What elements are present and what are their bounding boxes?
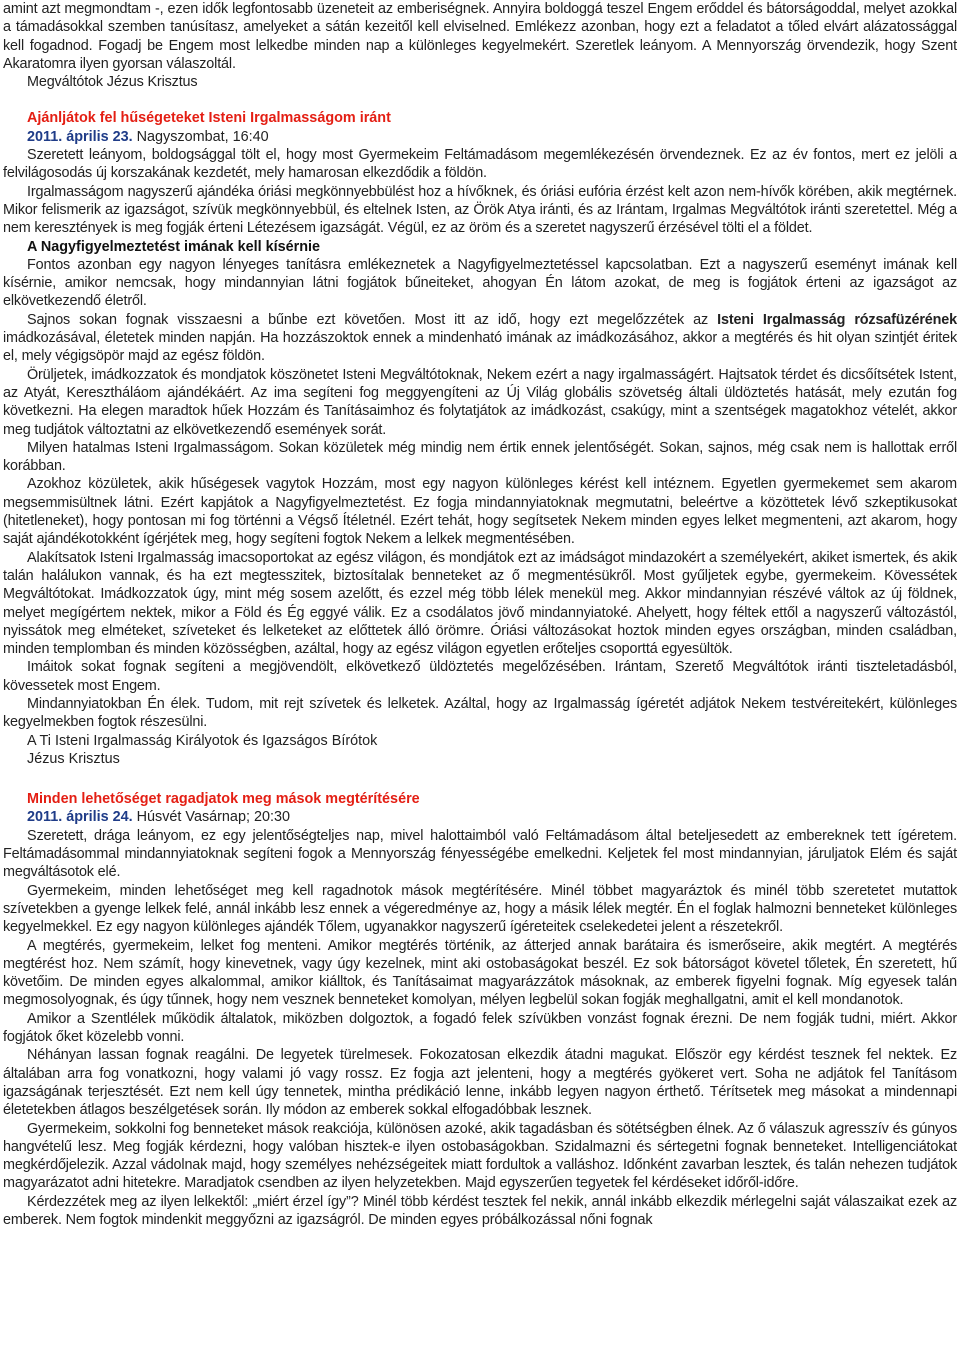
message-2-paragraph-2: Gyermekeim, minden lehetőséget meg kell ragadnotok mások megtérítésére. Minél többet magyaráztok és minél több szeretetet mutattok szívetekben a gyenge lelkek felé, annál inkább lesz ennek a végeredménye az, hogy a másik lélek megtér. Én el foglak halmozni benneteket különleges kegyelmekkel. Ez egy nagyon különleges ajándék Tőlem, ugyanakkor nagyszerű ígéreteitek cselekedetei jelent a részetekről. xyxy=(3,882,957,936)
message-1-paragraph-4 xyxy=(3,311,957,366)
message-1-paragraph-8: Alakítsatok Isteni Irgalmasság imacsoportokat az egész világon, és mondjátok ezt az imádságot mindazokért a személyekért, akiket ismertek, és akik talán halálukon vannak, és ha ezt megtesszitek, biztosítalak benneteket az ő megmentésükről. Most gyűljetek egybe, gyermekeim. Kövessétek Megváltótokat. Imádkozzatok úgy, mint még sosem azelőtt, és ezzel még több lélek menekül meg. Akkor mindannyian részévé váltok az új földnek, melyet megígértem nektek, mikor a Föld és Ég eggyé válik. Ez a csodálatos jövő mindannyiatoké. Ahelyett, hogy féltek ettől a nagyszerű változástól, nyissátok meg elméteket, szíveteket és lelketeket az előttetek álló örömre. Óriási változásokat hoztok minden egyes országban, minden családban, minden templomban és minden közösségben, azáltal, hogy az egész világon egyetlen erőteljes csoporttá egyesültök. xyxy=(3,549,957,658)
message-2-paragraph-5: Néhányan lassan fognak reagálni. De legyetek türelmesek. Fokozatosan elkezdik átadni magukat. Először egy kérdést tesznek fel nektek. Ez általában arra fog vonatkozni, hogy valami jó vagy rossz. Ez fogja azt jelenteni, hogy a megtérés gyökeret vert. Soha ne adjátok fel Tanításom igazságának terjesztését. Ezt nem kell úgy tennetek, mintha prédikáció lenne, inkább legyen nagyon érthető. Térítsetek meg másokat a mindennapi életetekben átlagos beszélgetések során. Ily módon az emberek sokkal elfogadóbbak lesznek. xyxy=(3,1047,957,1119)
message-1-paragraph-2: Irgalmasságom nagyszerű ajándéka óriási megkönnyebbülést hoz a hívőknek, és óriási eufória érzést kelt azon nem-hívők körében, akik megtérnek. Mikor felismerik az igazságot, szívük megkönnyebbül, és eltelnek Isten, az Örök Atya iránti, és az Irántam, Irgalmas Megváltótok iránti szeretettel. Még a nem keresztények is meg fogják érteni Létezésem igazságát. Végül, ez az öröm és a szeretet nagyszerű érzésével tölti el a földet. xyxy=(3,183,957,237)
message-1-paragraph-1: Szeretett leányom, boldogsággal tölt el, hogy most Gyermekeim Feltámadásom megemlékezésén örvendeznek. Ez az év fontos, mert ez jelöli a felvilágosodás új korszakának kezdetét, mely hamarosan elkezdődik a földön. xyxy=(3,147,957,182)
message-2-time: Húsvét Vasárnap; 20:30 xyxy=(132,809,290,826)
message-2-paragraph-7: Kérdezzétek meg az ilyen lelkektől: „miért érzel így”? Minél több kérdést tesztek fel nekik, annál inkább elkezdik mérlegelni saját válaszaikat ezek az emberek. Nem fogtok mindenkit meggyőzni az igazságról. De minden egyes próbálkozással nőni fognak xyxy=(3,1193,957,1228)
message-1-paragraph-7: Azokhoz közületek, akik hűségesek vagytok Hozzám, most egy nagyon különleges kérést kell intéznem. Egyetlen gyermekemet sem akarom megsemmisültnek látni. Ezért kapjátok a Nagyfigyelmeztetést. Ez fogja mindannyiatoknak megmutatni, beleértve a közöttetek lévő szkeptikusokat (hitetleneket), hogy pontosan mi fog történni a Végső Ítéletnél. Ezért tehát, hogy segítsetek Nekem minden egyes lelket megmenteni, azt akarom, hogy saját ajándékotokként ígérjétek meg, hogy segíteni fogtok Nekem a lelkek megmentésében. xyxy=(3,476,957,548)
message-2-date: 2011. április 24. xyxy=(27,809,133,826)
message-1-time: Nagyszombat, 16:40 xyxy=(132,128,269,145)
message-1-paragraph-4-part-c: imádkozásával, életetek minden napján. Ha hozzászoktok ennek a mindenható imának az imádkozásához, akkor a megtérés és hit olyan szintjét éritek el, mely végigsöpör majd az egész földön. xyxy=(3,330,957,365)
message-1-signature-line-2: Jézus Krisztus xyxy=(27,750,120,767)
message-1-paragraph-6: Milyen hatalmas Isteni Irgalmasságom. Sokan közületek még mindig nem értik ennek jelentőségét. Sokan, sajnos, még csak nem is hallottak erről korábban. xyxy=(3,439,957,475)
message-1-title: Ajánljátok fel hűségeteket Isteni Irgalmasságom iránt xyxy=(27,110,391,127)
message-2-paragraph-1: Szeretett, drága leányom, ez egy jelentőségteljes nap, mivel halottaimból való Feltámadásom által beteljesedett az embereknek tett ígéretem. Feltámadásommal mindannyiatoknak segíteni fogok a Mennyország fényességébe emelkedni. Keljetek fel most mindannyian, járuljatok Elém és saját megváltásotok elé. xyxy=(3,827,957,881)
message-1-paragraph-4-bold: Isteni Irgalmasság rózsafüzérének xyxy=(717,311,957,328)
message-2-paragraph-6: Gyermekeim, sokkolni fog benneteket mások reakciója, különösen azoké, akik tagadásban és sötétségben élnek. Az ő válaszuk agresszív és gúnyos hangvételű lesz. Meg fogják kérdezni, hogy valóban hisztek-e ilyen ostobaságokban. Szidalmazni és sértegetni fognak benneteket. Intelligenciátokat megkérdőjelezik. Azzal vádolnak majd, hogy személyes nehézségeitek miatt fordultok a valláshoz. Időnként zavarban lesztek, és talán nehezen tudjátok magyarázatot adni hitetekre. Maradjatok csendben az ilyen helyzetekben. Majd egyszerűen tegyetek fel kérdéseket időről-időre. xyxy=(3,1120,957,1192)
message-1-date: 2011. április 23. xyxy=(27,128,133,145)
intro-paragraph: amint azt megmondtam -, ezen idők legfontosabb üzeneteit az emberiségnek. Annyira boldoggá teszel Engem erőddel és bátorságoddal, melyet azokkal a támadásokkal szemben tanúsítasz, amelyeket a sátán kezeitől kell elviselned. Emlékezz azonban, hogy ezt a feladatot a tőled elvárt alázatossággal kell fogadnod. Fogadj be Engem most lelkedbe minden nap a különleges kegyelmekért. Szeretlek leányom. A Mennyország örvendezik, hogy Szent Akaratomra ilyen gyorsan válaszoltál. xyxy=(3,1,957,72)
message-1-paragraph-3: Fontos azonban egy nagyon lényeges tanításra emlékeznetek a Nagyfigyelmeztetéssel kapcsolatban. Ezt a nagyszerű eseményt imának kell kísérnie, amikor nemcsak, hogy mindannyian látni fogjátok bűneiteket, ahogyan Én látom azokat, de meg is fogjátok érteni az igazságot az elkövetkezendő életről. xyxy=(3,256,957,310)
message-1-subheading: A Nagyfigyelmeztetést imának kell kísérnie xyxy=(27,238,321,255)
message-2-dateline xyxy=(27,808,957,826)
message-1-signature-line-1: A Ti Isteni Irgalmasság Királyotok és Igazságos Bírótok xyxy=(27,732,378,749)
message-1-paragraph-10: Mindannyiatokban Én élek. Tudom, mit rejt szívetek és lelketek. Azáltal, hogy az Irgalmasság ígéretét adjátok Nekem testvéreitekért, különleges kegyelmekben fogtok részesülni. xyxy=(3,695,957,731)
message-2-paragraph-3: A megtérés, gyermekeim, lelket fog menteni. Amikor megtérés történik, az átterjed annak barátaira és ismerőseire, akik megtért. A megtérés megtérést hoz. Nem számít, hogy kinevetnek, vagy úgy kezelnek, mint aki ostobaságokat beszél. Ez sok bátorságot követel tőletek, Én szeretett, hű követőim. De minden egyes alkalommal, amikor kiálltok, és Tanításaimat magyarázzátok másoknak, az emberek figyelni fognak. Míg egyesek talán megmosolyognak, és úgy tűnnek, hogy nem vesznek benneteket komolyan, mélyen legbelül sokan fogják meghallgatni, amit el kell mondanotok. xyxy=(3,937,957,1009)
message-1-paragraph-4-part-a: Sajnos sokan fognak visszaesni a bűnbe ezt követően. Most itt az idő, hogy ezt megelőzzétek az xyxy=(27,311,718,328)
message-2-title: Minden lehetőséget ragadjatok meg mások megtérítésére xyxy=(27,791,420,808)
message-1-dateline xyxy=(27,128,957,146)
intro-signature: Megváltótok Jézus Krisztus xyxy=(27,74,198,91)
message-1-paragraph-9: Imáitok sokat fognak segíteni a megjövendölt, elkövetkező üldöztetés megelőzésében. Irántam, Szerető Megváltótok iránti tiszteletadásból, kövessetek most Engem. xyxy=(3,659,957,694)
message-2-paragraph-4: Amikor a Szentlélek működik általatok, miközben dolgoztok, a fogadó felek szívükben vonzást fognak érezni. De nem fogják tudni, miért. Akkor fogjátok őket közelebb vonni. xyxy=(3,1010,957,1046)
message-1-paragraph-5: Örüljetek, imádkozzatok és mondjatok köszönetet Isteni Megváltótoknak, Nekem ezért a nagy irgalmasságért. Hajtsatok térdet és dicsőítsétek Istent, az Atyát, Keresztháláom ajándékáért. Az ima segíteni fog meggyengíteni az Új Világ globális szövetség általi üldöztetés hatását, mely ezután fog következni. Ha elegen maradtok hűek Hozzám és Tanításaimhoz és folytatjátok az imádkozást, csakúgy, mint a szentségek magatokhoz vételét, akkor meg tudjátok változtatni az elkövetkezendő események sorát. xyxy=(3,366,957,438)
